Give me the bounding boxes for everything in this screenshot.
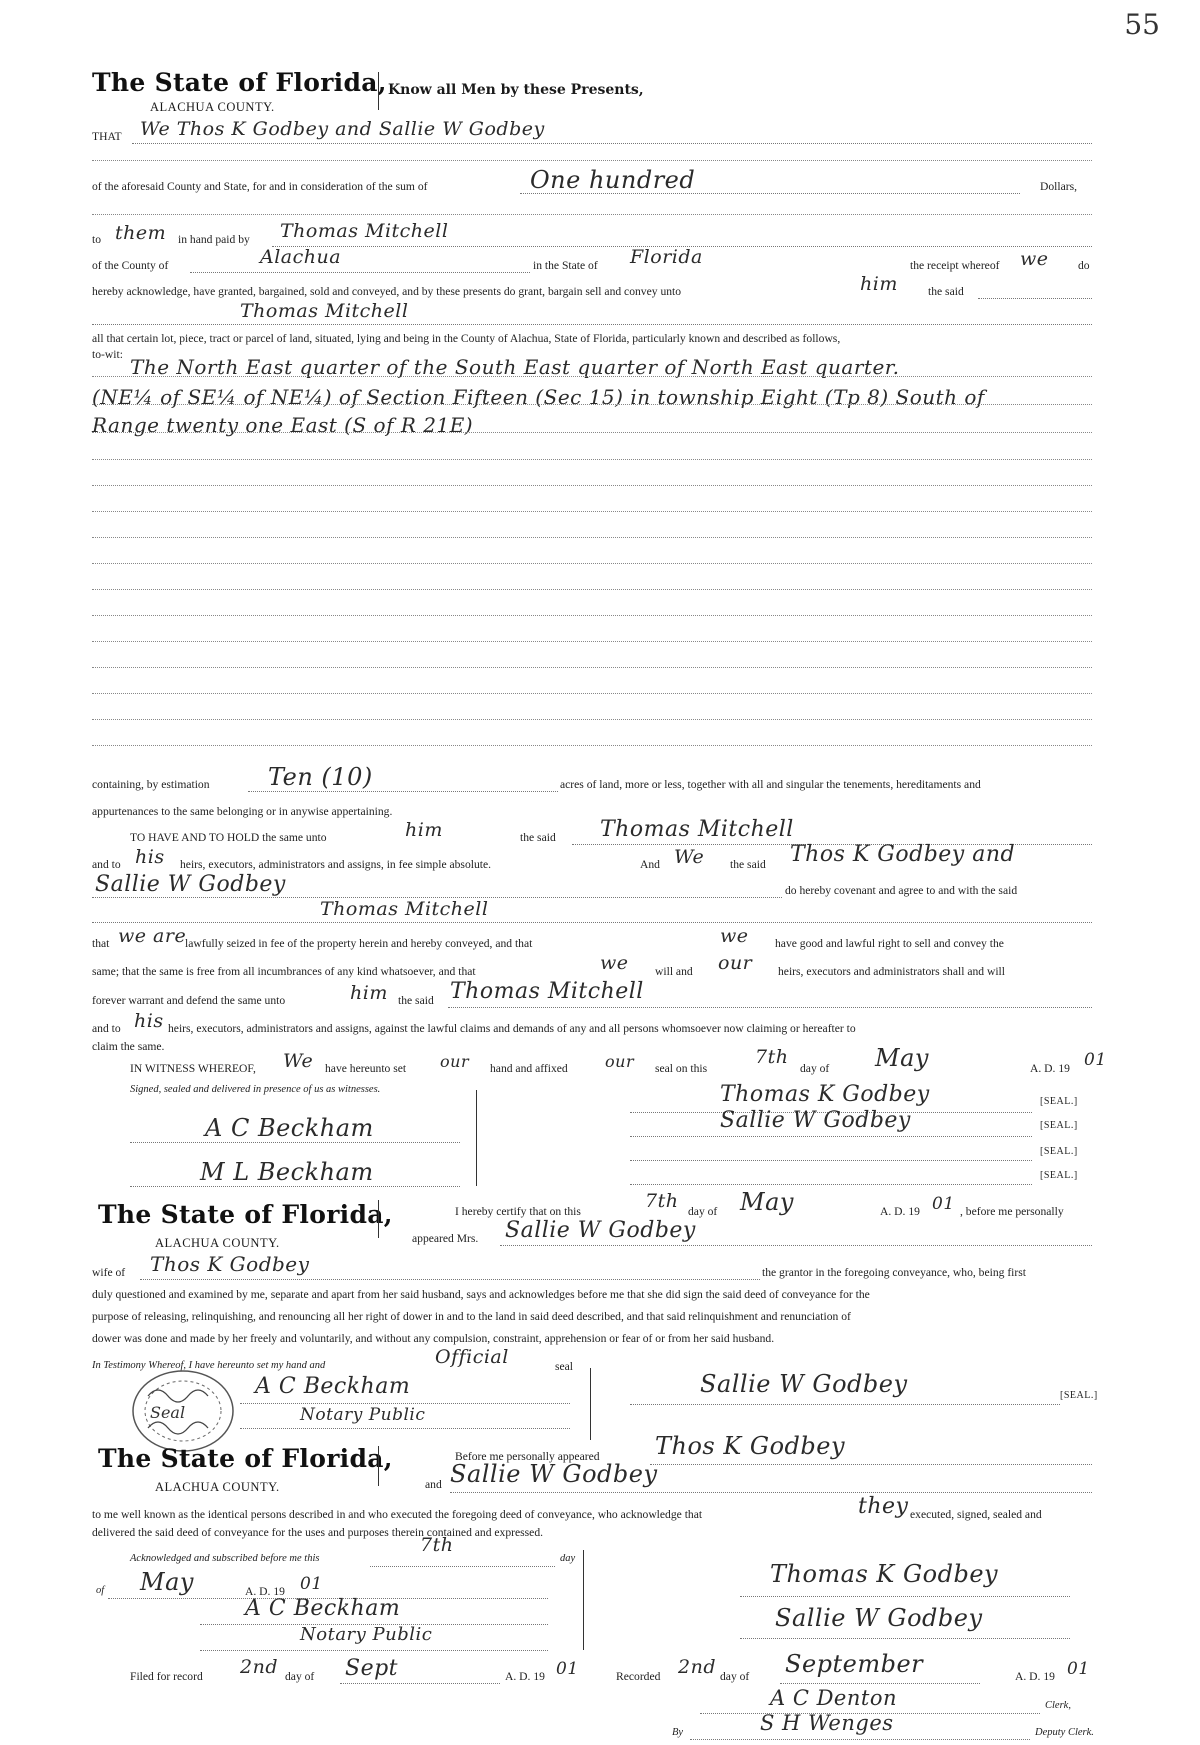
ack-ad-label: A. D. 19: [245, 1585, 285, 1598]
clerk-signature: A C Denton: [770, 1686, 897, 1710]
filed-day-handwritten: 2nd: [240, 1656, 278, 1678]
filed-year-handwritten: 01: [556, 1659, 579, 1679]
clerk-label: Clerk,: [1045, 1700, 1071, 1711]
all-that-text: all that certain lot, piece, tract or parcel of land, situated, lying and being in the County of Alachua, State of Florida, particularly known and described as follows,: [92, 332, 841, 345]
recorded-label: Recorded: [616, 1670, 661, 1683]
deed-county: ALACHUA COUNTY.: [150, 100, 275, 114]
to-label: to: [92, 233, 102, 246]
ack-person2-handwritten: Sallie W Godbey: [450, 1460, 658, 1488]
by-label: By: [672, 1727, 684, 1738]
acknowledge-text: hereby acknowledge, have granted, bargained, sold and conveyed, and by these presents do grant, bargain sell and convey unto: [92, 285, 682, 298]
header-brace: [378, 72, 379, 110]
witness-brace: [476, 1090, 477, 1186]
description-line-3: Range twenty one East (S of R 21E): [92, 413, 474, 437]
recorded-day-of-label: day of: [720, 1670, 750, 1683]
we2-handwritten: we: [720, 925, 749, 947]
recorded-month-handwritten: September: [785, 1650, 924, 1678]
dower-para-line-3: dower was done and made by her freely and voluntarily, and without any compulsion, constraint, apprehension or fear of or from her said husband.: [92, 1332, 775, 1345]
witness-ad-label: A. D. 19: [1030, 1062, 1070, 1075]
grantor-signature-1: Thomas K Godbey: [720, 1082, 930, 1107]
seized-text: lawfully seized in fee of the property herein and hereby conveyed, and that: [185, 937, 533, 950]
notary-seal-stamp: [128, 1366, 238, 1456]
dower-seal-tag: [SEAL.]: [1060, 1390, 1098, 1401]
appurtenances-text: appurtenances to the same belonging or in anywise appertaining.: [92, 805, 393, 818]
state-of-label: in the State of: [533, 259, 598, 272]
to-handwritten: them: [115, 222, 167, 244]
dollars-label: Dollars,: [1040, 180, 1078, 193]
acres-text: acres of land, more or less, together with all and singular the tenements, hereditaments and: [560, 778, 981, 791]
ack-notary-brace: [583, 1550, 584, 1650]
hand-label: hand and affixed: [490, 1062, 568, 1075]
seal-tag-2: [SEAL.]: [1040, 1120, 1078, 1131]
claim-text: claim the same.: [92, 1040, 165, 1053]
dower-brace: [378, 1200, 379, 1238]
dower-before-text: , before me personally: [960, 1205, 1064, 1218]
page-number: 55: [1124, 8, 1160, 41]
right-text: have good and lawful right to sell and convey the: [775, 937, 1004, 950]
witness-day-of-label: day of: [800, 1062, 830, 1075]
witness-our2-handwritten: our: [605, 1052, 635, 1071]
recorded-year-handwritten: 01: [1067, 1659, 1090, 1679]
ack-signature-1: Thomas K Godbey: [770, 1560, 999, 1588]
warrant-text: forever warrant and defend the same unto: [92, 994, 286, 1007]
ack-person1-handwritten: Thos K Godbey: [655, 1432, 846, 1460]
witness-year-handwritten: 01: [1084, 1050, 1107, 1070]
grantor-signature-2: Sallie W Godbey: [720, 1108, 911, 1133]
grantor-text: the grantor in the foregoing conveyance, who, being first: [762, 1266, 1026, 1279]
filed-ad-label: A. D. 19: [505, 1670, 545, 1683]
dower-para-line-1: duly questioned and examined by me, separate and apart from her said husband, says and acknowledges before me that she did sign the said deed of conveyance for the: [92, 1288, 870, 1301]
the-said-label: the said: [928, 285, 964, 298]
and-label: And: [640, 858, 660, 871]
seal-stamp-text: Seal: [150, 1403, 186, 1422]
dower-wife-handwritten: Sallie W Godbey: [505, 1218, 696, 1243]
grantee-handwritten: Thomas Mitchell: [240, 300, 409, 322]
dower-certify-text: I hereby certify that on this: [455, 1205, 581, 1218]
witness-we-handwritten: We: [283, 1050, 314, 1072]
seal-tag-1: [SEAL.]: [1040, 1096, 1078, 1107]
and-the-said: the said: [730, 858, 766, 871]
recorded-day-handwritten: 2nd: [678, 1656, 716, 1678]
description-line-1: The North East quarter of the South East quarter of North East quarter.: [130, 355, 900, 379]
deed-title: The State of Florida,: [92, 68, 387, 97]
deputy-clerk-label: Deputy Clerk.: [1035, 1727, 1094, 1738]
his2-handwritten: his: [134, 1010, 164, 1032]
ack-para-line-2: delivered the said deed of conveyance for the uses and purposes therein contained and expressed.: [92, 1526, 544, 1539]
know-all-text: Know all Men by these Presents,: [388, 82, 644, 98]
signed-text: Signed, sealed and delivered in presence of us as witnesses.: [130, 1084, 381, 1095]
ack-subscribed-text: Acknowledged and subscribed before me this: [130, 1553, 320, 1564]
his-handwritten: his: [135, 846, 165, 868]
do-label: do: [1078, 259, 1090, 272]
witness-day-handwritten: 7th: [755, 1046, 789, 1068]
dower-day-handwritten: 7th: [645, 1190, 679, 1212]
dower-ad-label: A. D. 19: [880, 1205, 920, 1218]
warrant-the-said: the said: [398, 994, 434, 1007]
filed-label: Filed for record: [130, 1670, 203, 1683]
we-are-handwritten: we are: [118, 925, 187, 947]
ack-para-line-1: to me well known as the identical persons described in and who executed the foregoing deed of conveyance, who acknowledge that: [92, 1508, 703, 1521]
payer-handwritten: Thomas Mitchell: [280, 220, 449, 242]
ack-county: ALACHUA COUNTY.: [155, 1480, 280, 1494]
dower-seal-label: seal: [555, 1360, 574, 1373]
that-label: THAT: [92, 130, 122, 143]
habendum-label: TO HAVE AND TO HOLD the same unto: [130, 831, 327, 844]
sum-handwritten: One hundred: [530, 166, 696, 194]
dower-husband-handwritten: Thos K Godbey: [150, 1252, 310, 1276]
seal-on-label: seal on this: [655, 1062, 708, 1075]
ack-of-label: of: [96, 1585, 105, 1596]
dower-notary-title: Notary Public: [300, 1405, 426, 1425]
official-handwritten: Official: [435, 1346, 509, 1368]
seal-tag-4: [SEAL.]: [1040, 1170, 1078, 1181]
ack-signature-2: Sallie W Godbey: [775, 1604, 983, 1632]
dower-title: The State of Florida,: [98, 1200, 393, 1229]
witness-our-handwritten: our: [440, 1052, 470, 1071]
paid-by-label: in hand paid by: [178, 233, 250, 246]
and-to-label-2: and to: [92, 1022, 121, 1035]
ack-day-handwritten: 7th: [420, 1534, 454, 1556]
ack-notary-title: Notary Public: [300, 1624, 433, 1645]
county-of-label: of the County of: [92, 259, 169, 272]
ack-month-handwritten: May: [140, 1568, 194, 1596]
dower-county: ALACHUA COUNTY.: [155, 1236, 280, 1250]
dower-para-line-2: purpose of releasing, relinquishing, and renouncing all her right of dower in and to the land in said deed described, and that said relinquishment and renunciation of: [92, 1310, 851, 1323]
we3-handwritten: we: [600, 952, 629, 974]
county-handwritten: Alachua: [260, 246, 342, 268]
assigns-text: heirs, executors, administrators and assigns, against the lawful claims and demands of any and all persons whomsoever now claiming or hereafter to: [168, 1022, 856, 1035]
seal-tag-3: [SEAL.]: [1040, 1146, 1078, 1157]
ack-notary-signature: A C Beckham: [245, 1596, 401, 1621]
dower-notary-signature: A C Beckham: [255, 1374, 411, 1399]
dower-day-of-label: day of: [688, 1205, 718, 1218]
habendum-handwritten: him: [405, 819, 443, 841]
ack-para-line-1-end: executed, signed, sealed and: [910, 1508, 1042, 1521]
heirs-text: heirs, executors, administrators and assigns, in fee simple absolute.: [180, 858, 492, 871]
covenant-grantee-handwritten: Thomas Mitchell: [320, 898, 489, 920]
ack-day-label: day: [560, 1553, 576, 1564]
ack-they-handwritten: they: [858, 1494, 909, 1519]
grantors-handwritten: We Thos K Godbey and Sallie W Godbey: [140, 118, 545, 140]
state-handwritten: Florida: [630, 246, 703, 268]
ack-handwritten: him: [860, 273, 898, 295]
wife-of-label: wife of: [92, 1266, 126, 1279]
warrant-handwritten: him: [350, 982, 388, 1004]
executors-text: heirs, executors and administrators shall and will: [778, 965, 1005, 978]
habendum-the-said: the said: [520, 831, 556, 844]
recorded-ad-label: A. D. 19: [1015, 1670, 1055, 1683]
testimony-text: In Testimony Whereof, I have hereunto set my hand and: [92, 1360, 326, 1371]
witness-text: IN WITNESS WHEREOF,: [130, 1062, 256, 1075]
ack-title: The State of Florida,: [98, 1444, 393, 1473]
acres-handwritten: Ten (10): [268, 763, 373, 791]
dower-month-handwritten: May: [740, 1188, 794, 1216]
deputy-clerk-signature: S H Wenges: [760, 1711, 894, 1735]
ack-before-text: Before me personally appeared: [455, 1450, 600, 1463]
dower-year-handwritten: 01: [932, 1194, 955, 1214]
containing-label: containing, by estimation: [92, 778, 210, 791]
warrant-grantee-handwritten: Thomas Mitchell: [450, 979, 644, 1004]
ack-and-label: and: [425, 1478, 442, 1491]
description-line-2: (NE¼ of SE¼ of NE¼) of Section Fifteen (Sec 15) in township Eight (Tp 8) South of: [92, 385, 985, 409]
we-handwritten: We: [674, 846, 705, 868]
grantors3-handwritten: Sallie W Godbey: [95, 872, 286, 897]
ack-year-handwritten: 01: [300, 1574, 323, 1594]
consideration-text: of the aforesaid County and State, for and in consideration of the sum of: [92, 180, 428, 193]
receipt-handwritten: we: [1020, 248, 1049, 270]
dower-notary-brace: [590, 1368, 591, 1440]
dower-wife-signature: Sallie W Godbey: [700, 1370, 908, 1398]
that-label-2: that: [92, 937, 110, 950]
witness-2-signature: M L Beckham: [200, 1158, 374, 1186]
filed-day-of-label: day of: [285, 1670, 315, 1683]
same-text: same; that the same is free from all incumbrances of any kind whatsoever, and that: [92, 965, 476, 978]
will-and-label: will and: [655, 965, 693, 978]
covenant-text: do hereby covenant and agree to and with the said: [785, 884, 1018, 897]
dower-appeared-label: appeared Mrs.: [412, 1232, 479, 1245]
and-to-label: and to: [92, 858, 121, 871]
hereunto-label: have hereunto set: [325, 1062, 407, 1075]
witness-month-handwritten: May: [875, 1044, 929, 1072]
receipt-label: the receipt whereof: [910, 259, 1000, 272]
to-wit-label: to-wit:: [92, 348, 123, 361]
ack-brace: [378, 1446, 379, 1486]
habendum-grantee-handwritten: Thomas Mitchell: [600, 817, 794, 842]
our-handwritten: our: [718, 952, 753, 974]
filed-month-handwritten: Sept: [345, 1656, 399, 1681]
witness-1-signature: A C Beckham: [205, 1114, 374, 1142]
grantors2-handwritten: Thos K Godbey and: [790, 842, 1016, 867]
